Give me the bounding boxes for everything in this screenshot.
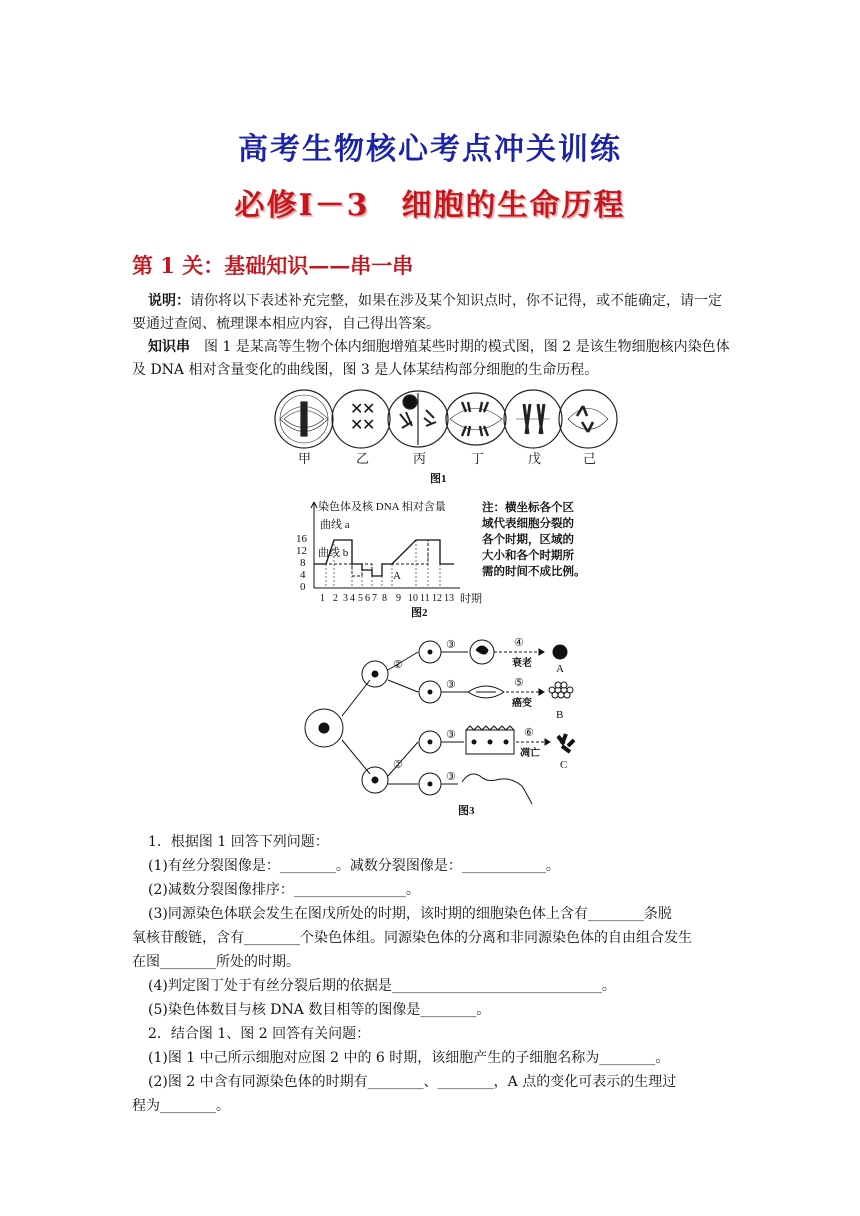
result-letter: C [560,759,568,771]
x-tick: 11 [420,593,430,604]
result-letter: B [556,709,564,721]
cell-label: 戊 [528,451,542,466]
svg-text:✕: ✕ [350,399,364,418]
question-2-2-cont: 程为________。 [132,1098,230,1114]
page-title: 高考生物核心考点冲关训练 [238,132,622,167]
step-marker: ③ [446,729,456,741]
x-tick: 13 [444,593,454,604]
x-tick: 4 [350,593,355,604]
x-tick: 10 [408,593,418,604]
point-a-label: A [393,570,401,582]
question-1-3-cont: 氧核苷酸链，含有________个染色体组。同源染色体的分离和非同源染色体的自由组合发生 [132,930,692,946]
note-label: 说明： [148,293,190,309]
cell-jia [275,390,333,448]
chart-note [482,500,586,578]
cell-yi [332,390,390,448]
question-1-3-cont: 在图________所处的时期。 [132,954,300,970]
cell-label: 甲 [298,451,312,466]
question-1-4: (4)判定图丁处于有丝分裂后期的依据是______________________________。 [148,978,616,994]
step-marker: ① [318,724,328,736]
stage-label: 癌变 [512,698,532,709]
y-tick: 0 [300,581,306,593]
x-tick: 9 [396,593,401,604]
question-1-1: (1)有丝分裂图像是：________。减数分裂图像是：____________。 [148,858,560,874]
step-marker: ③ [446,679,456,691]
y-tick: 4 [300,569,306,581]
step-marker: ③ [446,771,456,783]
y-tick: 12 [296,545,307,557]
question-1: 1．根据图 1 回答下列问题： [148,834,329,850]
note-line: 各个时期，区域的 [482,534,574,546]
cell-label: 丙 [413,451,427,466]
page-subtitle: 必修Ⅰ－3 细胞的生命历程 [234,188,626,223]
figure-1-caption: 图1 [430,473,447,485]
figure-3-cell-life-history [300,632,590,820]
svg-text:✕: ✕ [350,415,364,434]
x-tick: 8 [382,593,387,604]
x-tick: 1 [320,593,325,604]
stage-label: 凋亡 [520,748,540,759]
x-tick: 3 [343,593,348,604]
figure-1-cell-division [270,388,620,486]
chain-text: 图 1 是某高等生物个体内细胞增殖某些时期的模式图，图 2 是该生物细胞核内染色体及 DNA 相对含量变化的曲线图，图 3 是人体某结构部分细胞的生命历程。 [132,339,730,378]
x-tick: 7 [372,593,377,604]
cell-ji [559,390,617,448]
step-marker: ③ [446,639,456,651]
question-2-2: (2)图 2 中含有同源染色体的时期有________、________，A 点的变化可表示的生理过 [148,1074,677,1090]
question-1-3: (3)同源染色体联会发生在图戊所处的时期，该时期的细胞染色体上含有________条脱 [148,906,672,922]
figure-2-chromosome-dna-chart [296,498,606,620]
note-text: 请你将以下表述补充完整，如果在涉及某个知识点时，你不记得，或不能确定，请一定要通过查阅、梳理课本相应内容，自己得出答案。 [132,293,722,332]
y-tick: 8 [300,557,306,569]
chart-ylabel: 染色体及核 DNA 相对含量 [318,501,446,513]
figure-3-caption: 图3 [458,805,475,817]
x-tick: 5 [358,593,363,604]
cell-ding [446,393,506,445]
step-marker: ② [393,659,403,671]
cell-label: 己 [583,451,597,466]
chain-label: 知识串 [148,339,190,355]
x-ticks [320,593,454,604]
cell-bing [388,391,448,447]
cell-wu [504,390,562,448]
step-marker: ⑥ [524,727,534,739]
step-marker: ⑤ [514,677,524,689]
instruction-paragraph [132,290,732,336]
step-marker: ② [393,759,403,771]
knowledge-chain-paragraph [132,336,732,382]
question-1-5: (5)染色体数目与核 DNA 数目相等的图像是________。 [148,1002,491,1018]
curve-b-label: 曲线 b [318,547,349,559]
stage-label: 衰老 [512,658,532,669]
result-letter: A [556,663,564,675]
step-marker: ④ [514,637,524,649]
svg-text:✕: ✕ [362,415,376,434]
figure-2-caption: 图2 [411,607,428,619]
x-tick: 6 [365,593,370,604]
note-line: 域代表细胞分裂的 [482,518,574,530]
note-line: 注：横坐标各个区 [482,502,574,514]
x-tick: 2 [333,593,338,604]
questions-block [132,830,732,1118]
note-line: 大小和各个时期所 [482,550,574,562]
curve-a-label: 曲线 a [320,519,350,531]
question-2: 2．结合图 1、图 2 回答有关问题： [148,1026,371,1042]
question-1-2: (2)减数分裂图像排序：________________。 [148,882,420,898]
chart-xlabel: 时期 [460,593,482,605]
cell-label: 乙 [356,451,370,466]
question-2-1: (1)图 1 中己所示细胞对应图 2 中的 6 时期，该细胞产生的子细胞名称为________。 [148,1050,670,1066]
svg-text:✕: ✕ [362,399,376,418]
x-tick: 12 [432,593,442,604]
cell-label: 丁 [471,451,485,466]
y-tick: 16 [296,533,307,545]
note-line: 需的时间不成比例。 [482,566,586,578]
section-heading: 第 1 关：基础知识——串一串 [132,253,414,278]
